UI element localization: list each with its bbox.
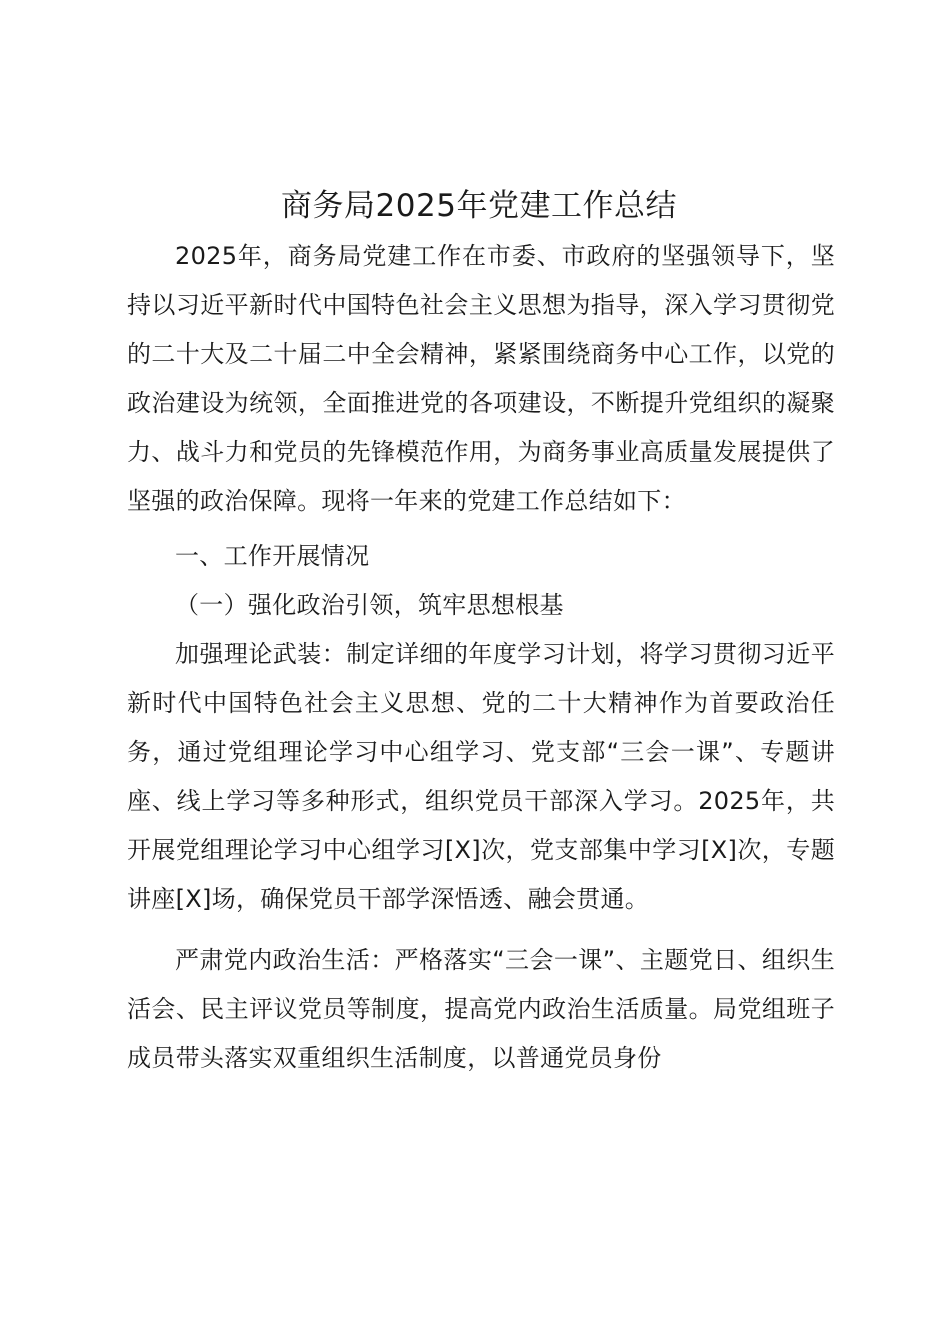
intro-paragraph: 2025年，商务局党建工作在市委、市政府的坚强领导下，坚持以习近平新时代中国特色社会主义思想为指导，深入学习贯彻党的二十大及二十届二中全会精神，紧紧围绕商务中心工作，以党的政治建设为统领，全面推进党的各项建设，不断提升党组织的凝聚力、战斗力和党员的先锋模范作用，为商务事业高质量发展提供了坚强的政治保障。现将一年来的党建工作总结如下：	[127, 242, 835, 515]
subsection-heading: （一）强化政治引领，筑牢思想根基	[175, 591, 564, 619]
document-title: 商务局2025年党建工作总结	[281, 188, 677, 224]
section-heading: 一、工作开展情况	[175, 542, 370, 570]
document-body	[127, 232, 835, 1083]
theory-paragraph: 加强理论武装：制定详细的年度学习计划，将学习贯彻习近平新时代中国特色社会主义思想、党的二十大精神作为首要政治任务，通过党组理论学习中心组学习、党支部“三会一课”、专题讲座、线上学习等多种形式，组织党员干部深入学习。2025年，共开展党组理论学习中心组学习[X]次，党支部集中学习[X]次，专题讲座[X]场，确保党员干部学深悟透、融会贯通。	[127, 640, 835, 913]
political-life-paragraph: 严肃党内政治生活：严格落实“三会一课”、主题党日、组织生活会、民主评议党员等制度，提高党内政治生活质量。局党组班子成员带头落实双重组织生活制度，以普通党员身份	[127, 946, 835, 1072]
